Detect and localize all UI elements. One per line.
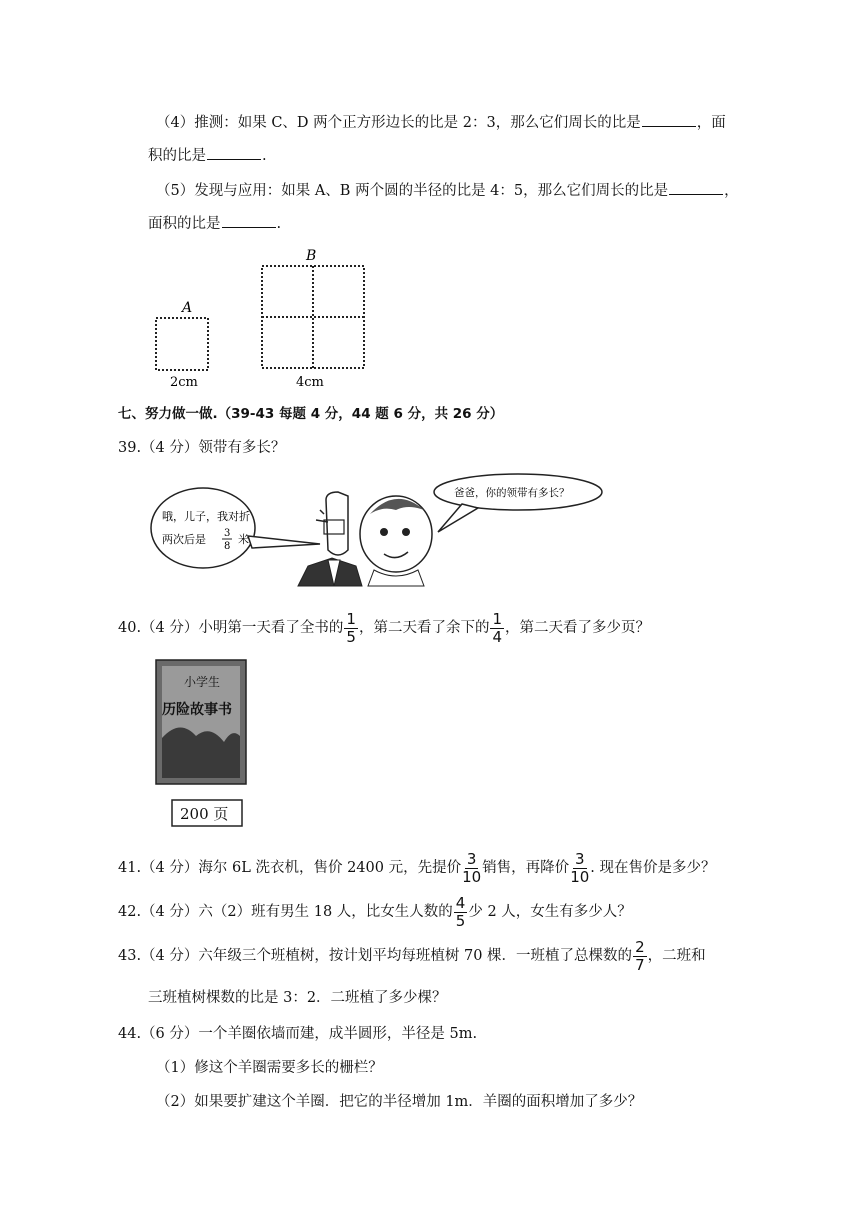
q43-line1: 43.（4 分）六年级三个班植树，按计划平均每班植树 70 棵．一班植了总棵数的 $\frac{2}{7}$ ，二班和: [118, 937, 706, 974]
q43-line2: 三班植树棵数的比是 3：2．二班植了多少棵？: [148, 990, 447, 1006]
q4-blank-perimeter[interactable]: [642, 112, 696, 127]
book-title-2: 历险故事书: [162, 702, 232, 718]
q41-frac2: $\frac{3}{10}$: [570, 849, 590, 886]
label-a: A: [182, 300, 193, 316]
q4-blank-area[interactable]: [207, 145, 261, 160]
q5-blank-perimeter[interactable]: [669, 180, 723, 195]
q41-text: 41.（4 分）海尔 6L 洗衣机，售价 2400 元，先提价 $\frac{3}{10}$ 销售，再降价 $\frac{3}{10}$ . 现在售价是多少？: [118, 849, 716, 886]
book-pages: 200 页: [180, 805, 229, 823]
left-bubble-tail: [248, 536, 320, 548]
q42-text: 42.（4 分）六（2）班有男生 18 人，比女生人数的 $\frac{4}{5}$ 少 2 人，女生有多少人？: [118, 893, 632, 930]
section-title: 七、努力做一做.（39-43 每题 4 分，44 题 6 分，共 26 分）: [118, 406, 504, 422]
bubble-left-frac-n: 3: [224, 528, 231, 539]
q44-sub2: （2）如果要扩建这个羊圈．把它的半径增加 1m．羊圈的面积增加了多少？: [156, 1094, 643, 1110]
q4-line1: （4）推测：如果 C、D 两个正方形边长的比是 2：3，那么它们周长的比是 ，面: [156, 112, 726, 133]
bubble-left-unit: 米: [238, 533, 249, 546]
bubble-left-line2: 两次后是: [162, 533, 206, 546]
q44-sub1: （1）修这个羊圈需要多长的栅栏？: [156, 1060, 383, 1076]
label-b: B: [306, 248, 317, 264]
bubble-right-text: 爸爸，你的领带有多长？: [454, 487, 570, 499]
q5-line1: （5）发现与应用：如果 A、B 两个圆的半径的比是 4：5，那么它们周长的比是 ，: [156, 180, 739, 201]
q5-blank-area[interactable]: [222, 213, 276, 228]
caption-a: 2cm: [170, 375, 198, 390]
caption-b: 4cm: [296, 375, 324, 390]
q40-frac1: $\frac{1}{5}$: [346, 609, 356, 646]
father-figure: [298, 492, 362, 586]
squares-figure: [140, 244, 380, 390]
q44-text: 44.（6 分）一个羊圈依墙而建，成半圆形，半径是 5m.: [118, 1026, 478, 1042]
q40-text: 40.（4 分）小明第一天看了全书的 $\frac{1}{5}$ ，第二天看了余下的 $\frac{1}{4}$ ，第二天看了多少页？: [118, 609, 650, 646]
q41-frac1: $\frac{3}{10}$: [462, 849, 482, 886]
book-illustration: [150, 658, 250, 830]
q39-illustration: [148, 470, 608, 590]
square-a: [156, 318, 208, 370]
q5-line2: 面积的比是 .: [148, 213, 281, 234]
q40-frac2: $\frac{1}{4}$: [492, 609, 502, 646]
left-speech-bubble: [151, 488, 255, 568]
q39-text: 39.（4 分）领带有多长？: [118, 440, 286, 456]
q4-line2: 积的比是 .: [148, 145, 267, 166]
q43-frac: $\frac{2}{7}$: [635, 937, 645, 974]
bubble-left-line1: 哦，儿子，我对折: [162, 510, 250, 523]
right-bubble-tail: [438, 504, 478, 532]
bubble-left-frac-d: 8: [224, 541, 231, 552]
son-figure: [360, 496, 432, 586]
square-b: [262, 266, 364, 368]
book-title-1: 小学生: [184, 675, 221, 689]
q42-frac: $\frac{4}{5}$: [455, 893, 466, 930]
